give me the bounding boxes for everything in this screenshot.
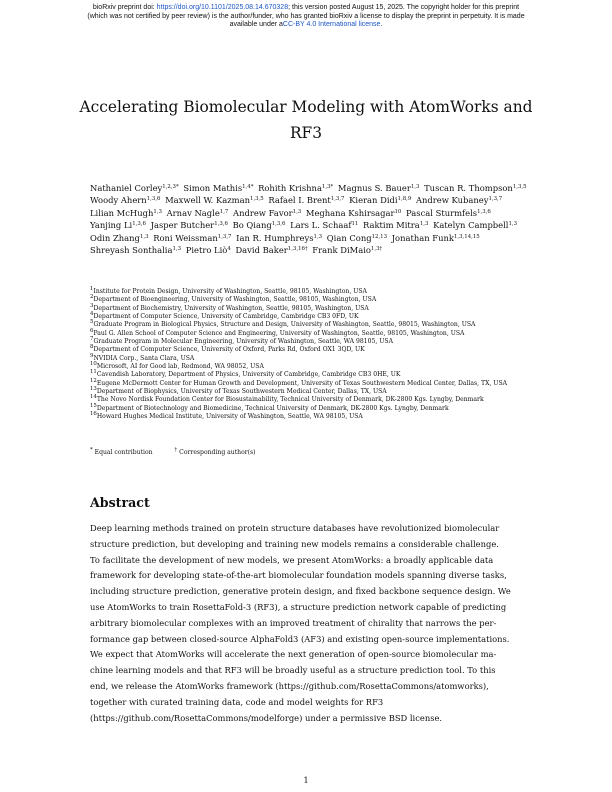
author-affiliation-marks: 1,3,7 (330, 196, 345, 203)
author (233, 208, 301, 218)
affiliation-text: Department of Computer Science, University of Oxford, Parks Rd, Oxford OX1 3QD, UK (93, 346, 365, 354)
corr-mark: † (174, 447, 178, 453)
author-affiliation-marks: 1,3 (172, 246, 182, 253)
affiliation (90, 402, 560, 413)
author (90, 245, 181, 255)
author-affiliation-marks: 1,7 (219, 208, 229, 215)
author (90, 220, 146, 230)
banner-license-prefix: available under a (229, 21, 283, 29)
affiliation-text: Cavendish Laboratory, Department of Physics, University of Cambridge, Cambridge CB3 0HE, UK (96, 371, 401, 379)
affiliation-number: 1 (90, 286, 94, 292)
affiliation (90, 296, 560, 304)
paper-title (70, 94, 542, 146)
biorxiv-banner (20, 4, 592, 30)
author-name: Kieran Didi (349, 195, 398, 206)
author-affiliation-marks: 1,8,9 (397, 196, 412, 203)
author-name: Jonathan Funk (391, 232, 454, 243)
banner-line-2: (which was not certified by peer review) is the author/funder, who has granted bioRxiv a license to display the preprint in perpetuity. It is made (87, 12, 525, 20)
author-name: Arnav Nagle (166, 207, 220, 218)
abstract-line: Deep learning methods trained on protein structure databases have revolutionized biomolecular (90, 523, 500, 533)
affiliation (90, 377, 560, 388)
author-affiliation-marks: 1,3,7 (217, 233, 232, 240)
author-affiliation-marks: 1,3,6 (477, 208, 491, 215)
abstract-heading: Abstract (90, 495, 150, 510)
affiliation-number: 12 (90, 377, 97, 384)
author (90, 195, 160, 205)
abstract-line: use AtomWorks to train RosettaFold-3 (RF3), a structure prediction network capable of predicting (90, 601, 507, 612)
abstract-line: To facilitate the development of new models, we present AtomWorks: a broadly applicable data (90, 554, 494, 565)
author-affiliation-marks: 10 (394, 208, 402, 215)
abstract-line: framework for developing state-of-the-art biomolecular foundation models spanning diverse tasks, (90, 570, 507, 581)
affiliation-number: 15 (90, 402, 97, 409)
banner-version-text: ; this version posted August 15, 2025. The copyright holder for this preprint (288, 4, 520, 11)
author (392, 233, 480, 243)
author-name: Ian R. Humphreys (236, 232, 314, 243)
author-name: Meghana Kshirsagar (305, 207, 395, 218)
affiliation-text: Microsoft, AI for Good lab, Redmond, WA 98052, USA (96, 363, 264, 371)
affiliation-number: 16 (90, 411, 97, 418)
author-name: Andrew Favor (233, 207, 293, 218)
banner-line-3 (20, 21, 592, 30)
author-name: Raktim Mitra (362, 220, 420, 231)
author-affiliation-marks: 1,3,5 (249, 196, 264, 203)
author-affiliation-marks: 1,3 (508, 221, 518, 228)
author-line (90, 244, 530, 256)
abstract-line: including structure prediction, generative protein design, and fixed backbone sequence design. We (90, 586, 511, 597)
affiliation-text: Graduate Program in Biological Physics, Structure and Design, University of Washington, Seattle, 98015, Washington, USA (93, 321, 476, 329)
affiliation-number: 5 (90, 319, 94, 326)
affiliation-text: Institute for Protein Design, University of Washington, Seattle, 98105, Washington, USA (93, 288, 367, 295)
author (183, 183, 253, 193)
author-name: Rafael I. Brent (268, 195, 331, 206)
affiliation-number: 11 (90, 369, 97, 376)
author-line (90, 232, 530, 244)
author-name: Frank DiMaio (312, 245, 371, 256)
author (167, 208, 229, 218)
author-line (90, 194, 530, 206)
author-name: Shreyash Sonthalia (90, 245, 173, 256)
author-affiliation-marks: 1,3,6 (214, 221, 228, 228)
author (327, 233, 387, 243)
author-affiliation-marks: 1,3,16† (287, 246, 308, 253)
title-line-2: RF3 (289, 124, 323, 142)
affiliation-number: 10 (90, 361, 97, 368)
affiliation (90, 321, 560, 329)
author (268, 195, 344, 205)
affiliation-text: The Novo Nordisk Foundation Center for Biosustainability, Technical University of Denmark, DK-2800 Kgs. Lyngby, Denmark (96, 396, 484, 404)
author-affiliation-marks: 11 (351, 221, 359, 228)
author (349, 195, 411, 205)
author-affiliation-marks: 1,3,6 (146, 196, 161, 203)
author-line (90, 207, 530, 219)
author-affiliation-marks: 12,13 (371, 233, 388, 240)
author (312, 245, 382, 255)
author (151, 220, 228, 230)
title-line-1: Accelerating Biomolecular Modeling with AtomWorks and (79, 98, 533, 116)
author-name: Jasper Butcher (150, 220, 215, 231)
banner-doi-prefix: bioRxiv preprint doi: (92, 4, 157, 11)
author-list (90, 182, 530, 256)
author (90, 183, 179, 193)
author-name: Rohith Krishna (258, 183, 322, 193)
author (90, 233, 149, 243)
author-affiliation-marks: 1,3 (153, 208, 162, 215)
affiliation-number: 4 (90, 311, 94, 318)
author-name: Roni Weissman (153, 232, 218, 243)
affiliation (90, 302, 560, 313)
affiliation-list (90, 288, 560, 422)
abstract-line: end, we release the AtomWorks framework (https://github.com/RosettaCommons/atomworks), (90, 680, 489, 691)
abstract-line: chine learning models and that RF3 will be broadly useful as a structure prediction tool. To this (90, 665, 496, 676)
abstract-line: (https://github.com/RosettaCommons/modelforge) under a permissive BSD license. (90, 712, 443, 723)
author (306, 208, 401, 218)
author-affiliation-marks: 1,2,3* (162, 184, 179, 190)
affiliation (90, 396, 560, 404)
author-name: Pascal Sturmfels (406, 207, 478, 218)
author (186, 245, 231, 255)
abstract-line: We expect that AtomWorks will accelerate the next generation of open-source biomolecular ma- (90, 649, 497, 660)
page-number: 1 (303, 775, 309, 785)
author-affiliation-marks: 1,3,6 (132, 221, 146, 228)
author-affiliation-marks: 1,3,5 (512, 184, 527, 190)
affiliation-text: Department of Bioengineering, University of Washington, Seattle, 98105, Washington, USA (93, 296, 377, 304)
affiliation-text: Paul G. Allen School of Computer Science and Engineering, University of Washington, Seattle, 98105, Washington, USA (93, 329, 465, 337)
author-affiliation-marks: 1,3,14,15 (453, 233, 480, 240)
license-link[interactable]: CC-BY 4.0 International license (282, 21, 381, 29)
author-name: Simon Mathis (183, 183, 243, 193)
affiliation-text: Department of Biochemistry, University of Washington, Seattle, 98105, Washington, USA (93, 304, 369, 312)
author-affiliation-marks: 1,3 (292, 208, 302, 215)
author (235, 245, 307, 255)
author-name: Lilian McHugh (90, 207, 154, 218)
author (433, 220, 517, 230)
author (258, 183, 333, 193)
abstract-line: formance gap between closed-source AlphaFold3 (AF3) and existing open-source implementations. (90, 633, 510, 644)
author (416, 195, 502, 205)
banner-line-1 (20, 4, 592, 13)
equal-contribution-note (90, 449, 163, 456)
affiliation-text: Department of Biophysics, University of Texas Southwestern Medical Center, Dallas, TX, USA (96, 388, 387, 396)
author-affiliation-marks: 1,3* (321, 184, 334, 190)
author-name: Lars L. Schaaf (290, 220, 352, 231)
author-name: Andrew Kubaney (415, 195, 489, 206)
author-name: Magnus S. Bauer (337, 183, 411, 193)
affiliation-number: 14 (90, 394, 97, 401)
author (90, 208, 162, 218)
author (165, 195, 264, 205)
affiliation (90, 327, 560, 338)
affiliation-text: Howard Hughes Medical Institute, University of Washington, Seattle, WA 98105, USA (96, 413, 363, 421)
author-name: Bo Qiang (232, 220, 272, 231)
author (424, 183, 526, 193)
author-name: Woody Ahern (90, 195, 147, 206)
author-affiliation-marks: 1,3 (313, 233, 323, 240)
corresponding-author-note (175, 449, 266, 456)
author (153, 233, 231, 243)
doi-link[interactable]: https://doi.org/10.1101/2025.08.14.670328 (156, 4, 289, 11)
author-affiliation-marks: 1,3,7 (488, 196, 503, 203)
author-affiliation-marks: 1,3† (370, 246, 383, 253)
corr-text: Corresponding author(s) (179, 449, 256, 456)
author-name: Katelyn Campbell (433, 220, 509, 231)
author-line (90, 219, 530, 231)
author (338, 183, 420, 193)
affiliation-number: 6 (90, 327, 94, 334)
affiliation-text: NVIDIA Corp., Santa Clara, USA (93, 354, 195, 362)
abstract-line: together with curated training data, code and model weights for RF3 (90, 696, 384, 707)
author-name: Pietro Liò (185, 245, 228, 256)
author-name: Tuscan R. Thompson (424, 183, 513, 193)
affiliation-number: 9 (90, 352, 94, 359)
banner-license-suffix: . (380, 21, 383, 29)
author-line (90, 182, 530, 194)
equal-mark: * (90, 447, 93, 453)
affiliation-text: Department of Computer Science, University of Cambridge, Cambridge CB3 0FD, UK (93, 313, 359, 321)
author (236, 233, 322, 243)
affiliation (90, 413, 560, 421)
footnote-legend (90, 449, 276, 456)
abstract-body (90, 521, 515, 726)
author-name: David Baker (235, 245, 288, 256)
author-name: Nathaniel Corley (90, 183, 163, 193)
author-name: Maxwell W. Kazman (165, 195, 250, 206)
abstract-line: structure prediction, but developing and training new models remains a considerable challenge. (90, 538, 499, 549)
author (406, 208, 491, 218)
equal-text: Equal contribution (94, 449, 153, 456)
author-affiliation-marks: 1,3 (139, 233, 149, 240)
author-affiliation-marks: 1,3,6 (271, 221, 286, 228)
author (233, 220, 286, 230)
author-name: Qian Cong (326, 232, 372, 243)
author-name: Yanjing Li (90, 220, 133, 231)
author (363, 220, 428, 230)
affiliation-text: Eugene McDermott Center for Human Growth and Development, University of Texas Southwestern Medical Center, Dallas, TX, USA (96, 379, 508, 387)
affiliation (90, 346, 560, 354)
affiliation-number: 8 (90, 344, 94, 351)
affiliation-number: 7 (90, 336, 94, 343)
affiliation-text: Graduate Program in Molecular Engineering, University of Washington, Seattle, WA 98105, USA (93, 338, 393, 346)
author (290, 220, 358, 230)
author-affiliation-marks: 1,3 (419, 221, 429, 228)
affiliation-number: 13 (90, 386, 97, 393)
affiliation-text: Department of Biotechnology and Biomedicine, Technical University of Denmark, DK-2800 Kgs. Lyngby, Denmark (96, 404, 449, 412)
author-affiliation-marks: 4 (227, 246, 231, 253)
affiliation-number: 2 (90, 294, 94, 301)
author-name: Odin Zhang (90, 232, 140, 243)
affiliation (90, 352, 560, 363)
abstract-line: arbitrary biomolecular complexes with an improved treatment of chirality that narrows the per- (90, 617, 497, 628)
author-affiliation-marks: 1,4* (242, 184, 254, 190)
author-affiliation-marks: 1,3 (410, 184, 420, 190)
affiliation (90, 371, 560, 379)
affiliation-number: 3 (90, 302, 94, 309)
